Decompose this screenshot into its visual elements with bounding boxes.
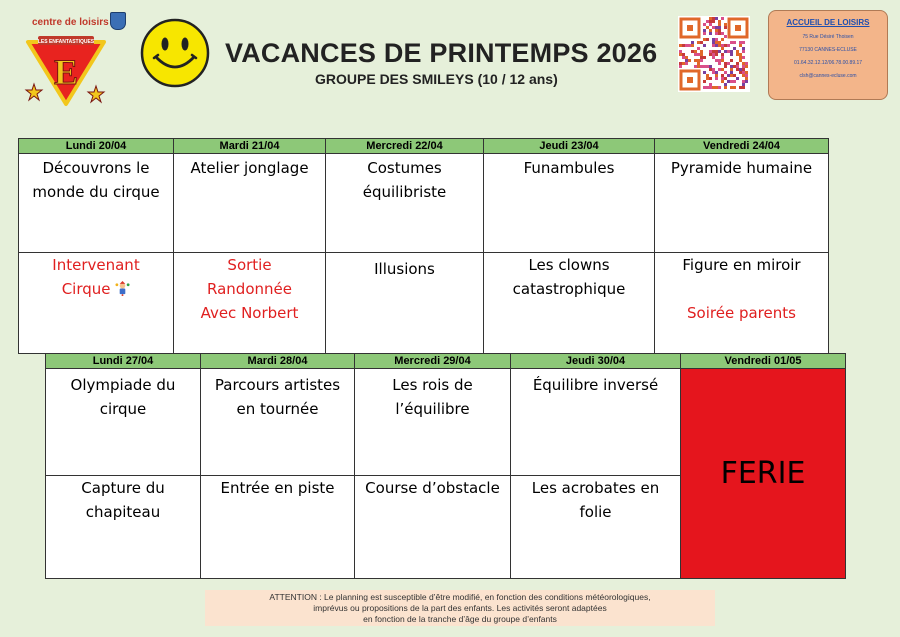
week2-morning-row bbox=[46, 369, 846, 476]
activity-line: Soirée parents bbox=[687, 304, 796, 322]
activity-cell bbox=[355, 369, 511, 476]
activity-line: l’équilibre bbox=[395, 400, 470, 418]
week1-day-header-row bbox=[19, 139, 829, 154]
activity-line: Les acrobates en bbox=[531, 479, 660, 497]
activity-cell bbox=[355, 476, 511, 579]
logo-banner-text: LES ENFANTASTIQUES bbox=[37, 39, 95, 45]
activity-line: Équilibre inversé bbox=[532, 376, 659, 394]
notice-line: imprévus ou propositions de la part des enfants. Les activités seront adaptées bbox=[313, 603, 607, 613]
activity-line: folie bbox=[579, 503, 612, 521]
week1-afternoon-row bbox=[19, 253, 829, 354]
activity-line: Course d’obstacle bbox=[365, 479, 500, 497]
activity-line: Cirque bbox=[61, 280, 111, 298]
day-header: Mardi 21/04 bbox=[174, 139, 326, 154]
activity-line: Entrée en piste bbox=[220, 479, 335, 497]
activity-cell bbox=[201, 369, 355, 476]
centre-label: centre de loisirs bbox=[32, 17, 109, 28]
contact-phones: 01.64.32.12.12/06.78.00.89.17 bbox=[793, 60, 863, 66]
activity-line: Olympiade du bbox=[70, 376, 176, 394]
activity-cell bbox=[484, 154, 655, 253]
activity-line: Funambules bbox=[523, 159, 615, 177]
notice-line: en fonction de la tranche d’âge du groupe d’enfants bbox=[363, 614, 557, 624]
activity-line: en tournée bbox=[236, 400, 319, 418]
qr-code bbox=[678, 16, 750, 92]
activity-line: monde du cirque bbox=[32, 183, 160, 201]
activity-line: Pyramide humaine bbox=[670, 159, 813, 177]
activity-line: Sortie bbox=[227, 256, 272, 274]
activity-cell bbox=[326, 154, 484, 253]
activity-cell bbox=[46, 369, 201, 476]
activity-cell bbox=[484, 253, 655, 354]
activity-line: cirque bbox=[99, 400, 147, 418]
superhero-logo bbox=[24, 34, 108, 108]
activity-line: Randonnée bbox=[207, 280, 292, 298]
activity-cell bbox=[511, 369, 681, 476]
week2-day-header-row bbox=[46, 354, 846, 369]
contact-address: 75 Rue Désiré Thoisen bbox=[802, 34, 854, 40]
town-badge-icon bbox=[110, 12, 126, 30]
activity-cell bbox=[19, 154, 174, 253]
day-header: Lundi 20/04 bbox=[19, 139, 174, 154]
activity-line: Costumes bbox=[367, 159, 442, 177]
contact-email: clsh@cannes-ecluse.com bbox=[799, 73, 857, 79]
activity-cell bbox=[326, 253, 484, 354]
attention-notice bbox=[205, 590, 715, 626]
activity-line: Illusions bbox=[374, 260, 435, 278]
holiday-cell: FERIE bbox=[681, 369, 846, 579]
activity-line: chapiteau bbox=[85, 503, 161, 521]
activity-line: équilibriste bbox=[362, 183, 447, 201]
activity-line: Découvrons le bbox=[42, 159, 150, 177]
day-header: Lundi 27/04 bbox=[46, 354, 201, 369]
activity-cell bbox=[174, 253, 326, 354]
activity-line: Avec Norbert bbox=[200, 304, 299, 322]
notice-line: ATTENTION : Le planning est susceptible d’être modifié, en fonction des conditions météorologiques, bbox=[269, 592, 651, 602]
page-subtitle: GROUPE DES SMILEYS (10 / 12 ans) bbox=[315, 71, 558, 87]
activity-line: Figure en miroir bbox=[682, 256, 801, 274]
day-header: Vendredi 01/05 bbox=[681, 354, 846, 369]
day-header: Mercredi 29/04 bbox=[355, 354, 511, 369]
day-header: Jeudi 30/04 bbox=[511, 354, 681, 369]
activity-cell bbox=[511, 476, 681, 579]
day-header: Mardi 28/04 bbox=[201, 354, 355, 369]
activity-line: Atelier jonglage bbox=[190, 159, 309, 177]
activity-cell bbox=[46, 476, 201, 579]
activity-line: Parcours artistes bbox=[214, 376, 341, 394]
week1-schedule bbox=[18, 138, 829, 354]
activity-cell bbox=[174, 154, 326, 253]
activity-cell bbox=[655, 253, 829, 354]
contact-city: 77130 CANNES-ECLUSE bbox=[799, 47, 857, 53]
logo-letter: E bbox=[53, 52, 79, 92]
activity-line: Capture du bbox=[81, 479, 165, 497]
week2-schedule bbox=[45, 353, 846, 579]
activity-cell bbox=[19, 253, 174, 354]
juggler-icon bbox=[115, 281, 130, 296]
day-header: Mercredi 22/04 bbox=[326, 139, 484, 154]
activity-spacer bbox=[659, 277, 824, 301]
page-title: VACANCES DE PRINTEMPS 2026 bbox=[225, 38, 658, 68]
contact-title[interactable]: ACCUEIL DE LOISIRS bbox=[786, 18, 870, 27]
day-header: Vendredi 24/04 bbox=[655, 139, 829, 154]
day-header: Jeudi 23/04 bbox=[484, 139, 655, 154]
activity-cell bbox=[201, 476, 355, 579]
activity-line: Les rois de bbox=[392, 376, 473, 394]
week1-morning-row bbox=[19, 154, 829, 253]
smiley-icon bbox=[139, 17, 211, 89]
contact-box bbox=[768, 10, 888, 100]
activity-line: catastrophique bbox=[512, 280, 626, 298]
activity-cell bbox=[655, 154, 829, 253]
activity-line: Intervenant bbox=[52, 256, 140, 274]
activity-line: Les clowns bbox=[528, 256, 610, 274]
